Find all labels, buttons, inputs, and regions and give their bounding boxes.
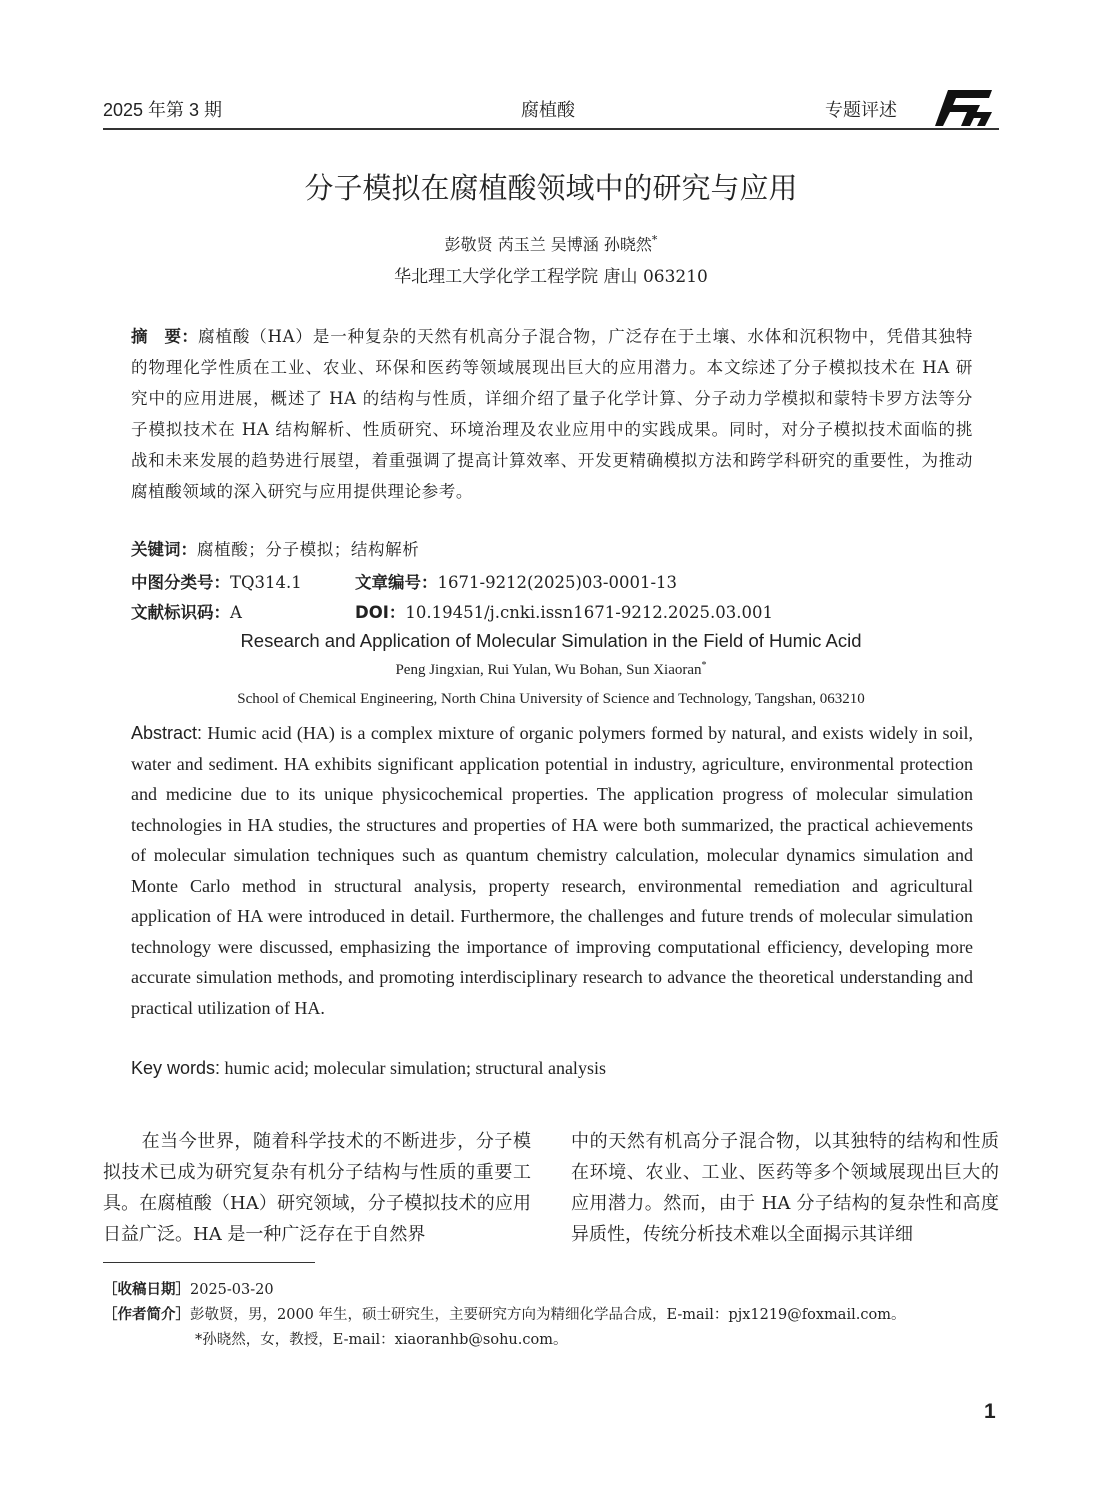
abstract-en: [131, 718, 973, 1023]
body-column-right: 中的天然有机高分子混合物，以其独特的结构和性质在环境、农业、工业、医药等多个领域展现出巨大的应用潜力。然而，由于 HA 分子结构的复杂性和高度异质性，传统分析技术难以全面揭示其详细: [571, 1131, 999, 1245]
authors: 彭敬贤 芮玉兰 吴博涵 孙晓然*: [444, 233, 658, 254]
affiliation-en: School of Chemical Engineering, North China University of Science and Technology, Tangshan, 063210: [237, 691, 865, 707]
body-column-left: [103, 1126, 531, 1250]
paper-title-en: Research and Application of Molecular Simulation in the Field of Humic Acid: [240, 630, 862, 651]
footnote-bio: [103, 1303, 905, 1328]
journal-logo-icon: [934, 88, 996, 128]
abstract-cn-label: 摘 要：: [131, 327, 199, 346]
received-label: ［收稿日期］: [103, 1282, 190, 1298]
footnote-received: [103, 1278, 274, 1303]
doc-code-value: A: [230, 603, 242, 622]
header-issue: 2025 年第 3 期: [103, 100, 223, 120]
clc-value: TQ314.1: [230, 573, 302, 592]
abstract-cn: [131, 321, 973, 507]
abstract-en-text: Humic acid (HA) is a complex mixture of organic polymers formed by natural, and exists widely in soil, water and sediment. HA exhibits significant application potential in industry, agriculture, environmental protection and medicine due to its unique physicochemical properties. The application progress of molecular simulation technologies in HA studies, the structures and properties of HA were both summarized, the practical achievements of molecular simulation techniques such as quantum chemistry calculation, molecular dynamics simulation and Monte Carlo method in structural analysis, property research, environmental remediation and agricultural application of HA were introduced in detail. Furthermore, the challenges and future trends of molecular simulation technology were discussed, emphasizing the importance of improving computational efficiency, developing more accurate simulation methods, and promoting interdisciplinary research to advance the theoretical understanding and practical utilization of HA.: [131, 723, 974, 1018]
abstract-cn-text: 腐植酸（HA）是一种复杂的天然有机高分子混合物，广泛存在于土壤、水体和沉积物中，凭借其独特的物理化学性质在工业、农业、环保和医药等领域展现出巨大的应用潜力。本文综述了分子模拟技术在 HA 研究中的应用进展，概述了 HA 的结构与性质，详细介绍了量子化学计算、分子动力学模拟和蒙特卡罗方法等分子模拟技术在 HA 结构解析、性质研究、环境治理及农业应用中的实践成果。同时，对分子模拟技术面临的挑战和未来发展的趋势进行展望，着重强调了提高计算效率、开发更精确模拟方法和跨学科研究的重要性，为推动腐植酸领域的深入研究与应用提供理论参考。: [131, 327, 973, 501]
keywords-cn-label: 关键词：: [131, 540, 197, 559]
clc-label: 中图分类号：: [131, 573, 230, 592]
header-journal: 腐植酸: [521, 100, 575, 120]
keywords-cn-text: 腐植酸；分子模拟；结构解析: [197, 540, 420, 559]
paper-title: 分子模拟在腐植酸领域中的研究与应用: [304, 171, 798, 205]
header-rule: [103, 128, 999, 130]
body-column-left-text: 在当今世界，随着科学技术的不断进步，分子模拟技术已成为研究复杂有机分子结构与性质的重要工具。在腐植酸（HA）研究领域，分子模拟技术的应用日益广泛。HA 是一种广泛存在于自然界: [103, 1131, 531, 1245]
footnote-bio-corresponding: *孙晓然，女，教授，E-mail：xiaoranhb@sohu.com。: [195, 1332, 568, 1348]
affiliation: 华北理工大学化学工程学院 唐山 063210: [394, 267, 708, 287]
clc: [131, 569, 302, 593]
keywords-en-label: Key words:: [131, 1058, 221, 1078]
keywords-en: [131, 1053, 973, 1084]
bio-first-author: 彭敬贤，男，2000 年生，硕士研究生，主要研究方向为精细化学品合成，E-mail：pjx1219@foxmail.com。: [190, 1307, 906, 1323]
keywords-cn: [131, 534, 973, 565]
corresponding-mark-en: *: [701, 660, 707, 671]
keywords-en-text: humic acid; molecular simulation; structural analysis: [224, 1058, 606, 1078]
doi: [355, 599, 773, 623]
corresponding-mark: *: [651, 233, 658, 247]
doc-code-label: 文献标识码：: [131, 603, 230, 622]
received-date: 2025-03-20: [190, 1282, 274, 1298]
authors-en: Peng Jingxian, Rui Yulan, Wu Bohan, Sun Xiaoran*: [395, 660, 707, 678]
article-no: [355, 569, 677, 593]
doi-label: DOI：: [355, 603, 406, 622]
bio-label: ［作者简介］: [103, 1307, 190, 1323]
footnote-rule: [103, 1262, 315, 1263]
doi-value: 10.19451/j.cnki.issn1671-9212.2025.03.001: [405, 603, 774, 622]
article-no-value: 1671-9212(2025)03-0001-13: [437, 573, 678, 592]
page-number: 1: [984, 1400, 996, 1423]
doc-code: [131, 599, 242, 623]
abstract-en-label: Abstract:: [131, 723, 203, 743]
article-no-label: 文章编号：: [355, 573, 438, 592]
header-section: 专题评述: [825, 100, 897, 120]
